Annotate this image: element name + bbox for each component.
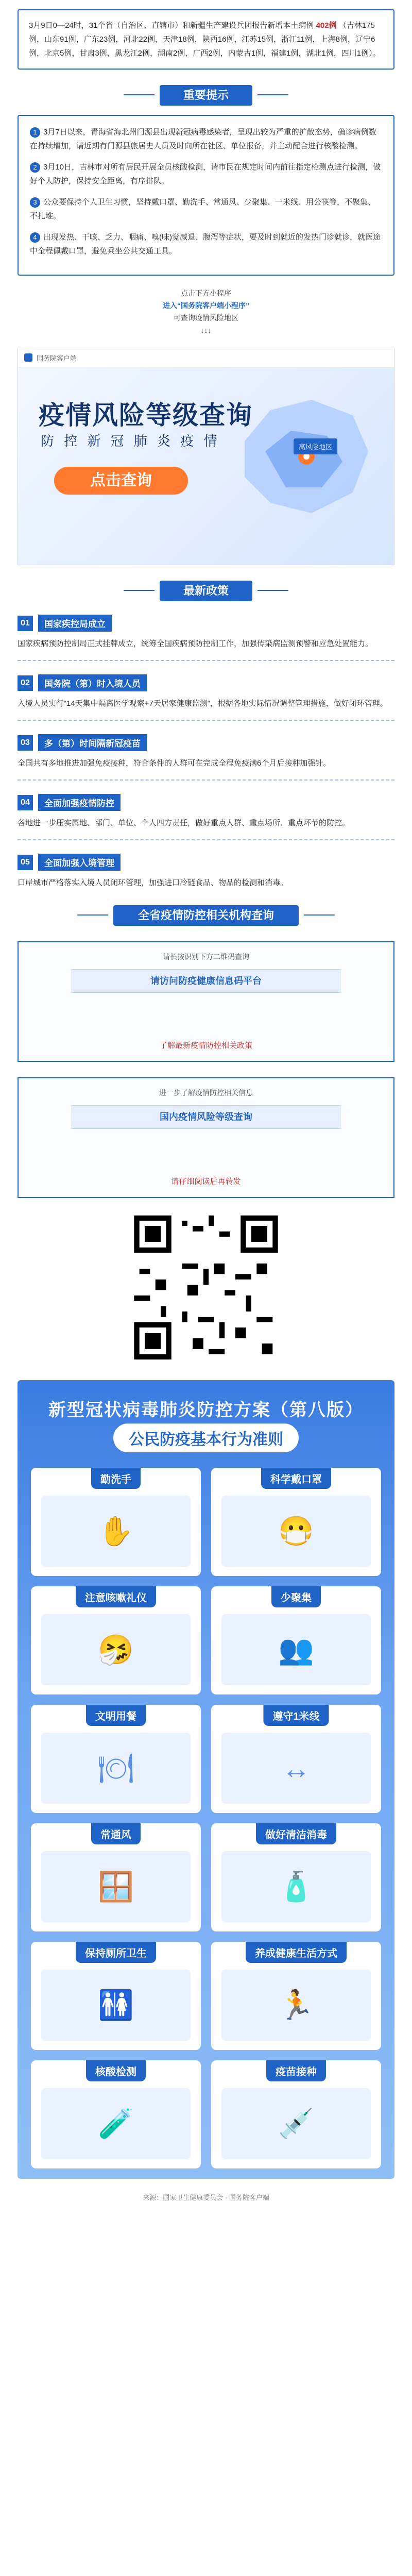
divider xyxy=(18,720,394,721)
dining-icon: 🍽 xyxy=(41,1733,191,1804)
divider xyxy=(18,779,394,781)
tip-number: 3 xyxy=(30,197,40,208)
query-card-note: 了解最新疫情防控相关政策 xyxy=(159,1041,252,1050)
section-header-agencies: 全省疫情防控相关机构查询 xyxy=(113,905,299,926)
policy-title: 多（第）时间隔新冠疫苗 xyxy=(38,734,147,751)
guide-tile xyxy=(211,1586,381,1694)
mini-program-caption xyxy=(0,287,412,336)
guide-tile xyxy=(211,2060,381,2168)
guide-tile xyxy=(31,1823,201,1931)
policy-title: 全面加强疫情防控 xyxy=(38,794,121,811)
policy-body: 入境人员实行“14天集中隔离医学观察+7天居家健康监测”，根据各地实际情况调整管理措施，做好闭环管理。 xyxy=(18,699,388,708)
spray-icon: 🧴 xyxy=(221,1851,371,1922)
tip-text: 公众要保持个人卫生习惯，坚持戴口罩、勤洗手、常通风、少聚集、一米线、用公筷等，不聚集、不扎堆。 xyxy=(30,198,376,221)
tip-item xyxy=(30,195,382,223)
toilet-icon: 🚻 xyxy=(41,1970,191,2041)
guide-poster xyxy=(18,1380,394,2179)
guide-tile-label: 遵守1米线 xyxy=(263,1705,329,1726)
policy-head xyxy=(18,674,394,691)
section-header-latest: 最新政策 xyxy=(160,581,252,601)
hand-washing-icon: ✋ xyxy=(41,1496,191,1567)
distance-icon: ↔ xyxy=(221,1733,371,1804)
qr-code-icon[interactable] xyxy=(129,1210,283,1365)
policy-body: 国家疾病预防控制局正式挂牌成立，统筹全国疾病预防控制工作，加强传染病监测预警和应急处置能力。 xyxy=(18,639,373,648)
guide-tile xyxy=(31,1705,201,1813)
vaccine-icon: 💉 xyxy=(221,2088,371,2159)
policy-title: 国务院（第）时入境人员 xyxy=(38,674,147,691)
policy-head xyxy=(18,734,394,751)
policy-head xyxy=(18,854,394,871)
tip-item xyxy=(30,230,382,258)
query-card-title: 请长按识别下方二维码查询 xyxy=(163,953,249,961)
guide-tile-label: 保持厕所卫生 xyxy=(76,1942,156,1963)
test-icon: 🧪 xyxy=(41,2088,191,2159)
cough-icon: 🤧 xyxy=(41,1614,191,1685)
intro-text: 3月9日0—24时，31个省（自治区、直辖市）和新疆生产建设兵团报告新增本土病例 xyxy=(29,21,314,30)
tips-card xyxy=(18,115,394,276)
policy-item xyxy=(18,615,394,661)
banner-topbar xyxy=(18,348,394,367)
query-card-1[interactable] xyxy=(18,941,394,1062)
policy-item xyxy=(18,734,394,781)
policy-number: 03 xyxy=(18,735,33,751)
guide-tile-label: 少聚集 xyxy=(271,1586,321,1607)
guide-tile xyxy=(211,1942,381,2050)
guide-subtitle: 公民防疫基本行为准则 xyxy=(113,1423,299,1452)
footer-source: 来源：国家卫生健康委员会 · 国务院客户端 xyxy=(143,2194,269,2201)
intro-card xyxy=(18,9,394,70)
policy-body: 口岸城市严格落实入境人员闭环管理，加强进口冷链食品、物品的检测和消毒。 xyxy=(18,878,288,887)
banner-source: 国务院客户端 xyxy=(37,354,77,362)
guide-tile-label: 文明用餐 xyxy=(86,1705,146,1726)
tip-text: 3月7日以来，青海省海北州门源县出现新冠病毒感染者，呈现出较为严重的扩散态势，确诊病例数在持续增加，请近期有门源县旅居史人员及时向所在社区、单位报备，并主动配合进行核酸检测。 xyxy=(30,128,376,150)
banner-subtitle: 防 控 新 冠 肺 炎 疫 情 xyxy=(41,433,220,449)
guide-tile-label: 常通风 xyxy=(91,1823,141,1844)
guide-tile-label: 核酸检测 xyxy=(86,2060,146,2081)
policy-number: 04 xyxy=(18,795,33,810)
policy-item xyxy=(18,854,394,890)
window-icon: 🪟 xyxy=(41,1851,191,1922)
policy-item xyxy=(18,674,394,721)
guide-tile xyxy=(31,1468,201,1576)
guide-tile-label: 疫苗接种 xyxy=(266,2060,326,2081)
guide-tile xyxy=(31,1586,201,1694)
section-header-important: 重要提示 xyxy=(160,85,252,106)
risk-query-banner[interactable] xyxy=(18,348,394,565)
banner-title: 疫情风险等级查询 xyxy=(39,401,253,430)
caption-line: 进入“国务院客户端小程序” xyxy=(163,301,249,310)
caption-arrows: ↓↓↓ xyxy=(200,326,212,334)
policy-body: 全国共有多地推进加强免疫接种，符合条件的人群可在完成全程免疫满6个月后接种加强针。 xyxy=(18,759,331,768)
exercise-icon: 🏃 xyxy=(221,1970,371,2041)
guide-tile-label: 科学戴口罩 xyxy=(261,1468,331,1489)
guide-tile-label: 注意咳嗽礼仪 xyxy=(76,1586,156,1607)
guide-tile xyxy=(211,1823,381,1931)
intro-highlight: 402例 xyxy=(316,21,337,30)
guide-tile-label: 勤洗手 xyxy=(91,1468,141,1489)
intro-text-rest: （吉林175例，山东91例，广东23例，河北22例，天津18例，陕西16例，江苏15例，浙江11例，上海8例，辽宁6例，北京5例，甘肃3例，黑龙江2例，湖南2例，广西2例，内蒙古1例，福建1例，湖北1例，四川1例）。 xyxy=(29,21,381,58)
caption-line: 可查询疫情风险地区 xyxy=(174,314,238,322)
query-card-link[interactable]: 国内疫情风险等级查询 xyxy=(72,1105,340,1129)
guide-tile xyxy=(31,1942,201,2050)
divider xyxy=(18,839,394,840)
tip-number: 1 xyxy=(30,127,40,138)
policy-number: 01 xyxy=(18,616,33,631)
policy-item xyxy=(18,794,394,840)
policy-number: 02 xyxy=(18,675,33,691)
guide-tile-label: 做好清洁消毒 xyxy=(256,1823,336,1844)
tip-item xyxy=(30,125,382,153)
mask-icon: 😷 xyxy=(221,1496,371,1567)
caption-line: 点击下方小程序 xyxy=(181,289,231,297)
crowd-icon: 👥 xyxy=(221,1614,371,1685)
policy-body: 各地进一步压实属地、部门、单位、个人四方责任，做好重点人群、重点场所、重点环节的防控。 xyxy=(18,819,350,827)
guide-title: 新型冠状病毒肺炎防控方案（第八版） xyxy=(48,1400,364,1420)
query-card-link[interactable]: 请访问防疫健康信息码平台 xyxy=(72,969,340,993)
query-card-note: 请仔细阅读后再转发 xyxy=(171,1177,241,1186)
tip-item xyxy=(30,160,382,188)
tip-number: 2 xyxy=(30,162,40,173)
risk-area-chip: 高风险地区 xyxy=(294,438,337,454)
query-card-2[interactable] xyxy=(18,1077,394,1198)
guide-tile xyxy=(211,1705,381,1813)
tip-text: 出现发热、干咳、乏力、咽痛、嗅(味)觉减退、腹泻等症状，要及时到就近的发热门诊就诊，就医途中全程佩戴口罩，避免乘坐公共交通工具。 xyxy=(30,233,381,256)
policy-head xyxy=(18,615,394,632)
query-card-title: 进一步了解疫情防控相关信息 xyxy=(159,1089,253,1097)
policy-number: 05 xyxy=(18,855,33,870)
policy-title: 全面加强入境管理 xyxy=(38,854,121,871)
app-icon xyxy=(24,353,32,362)
policy-title: 国家疾控局成立 xyxy=(38,615,112,632)
guide-tile xyxy=(31,2060,201,2168)
guide-tile xyxy=(211,1468,381,1576)
divider xyxy=(18,660,394,661)
guide-tile-label: 养成健康生活方式 xyxy=(246,1942,347,1963)
tip-number: 4 xyxy=(30,232,40,243)
tip-text: 3月10日，吉林市对所有居民开展全员核酸检测，请市民在规定时间内前往指定检测点进行检测，做好个人防护，保持安全距离，有序排队。 xyxy=(30,163,381,185)
policy-head xyxy=(18,794,394,811)
query-button[interactable]: 点击查询 xyxy=(54,467,188,495)
